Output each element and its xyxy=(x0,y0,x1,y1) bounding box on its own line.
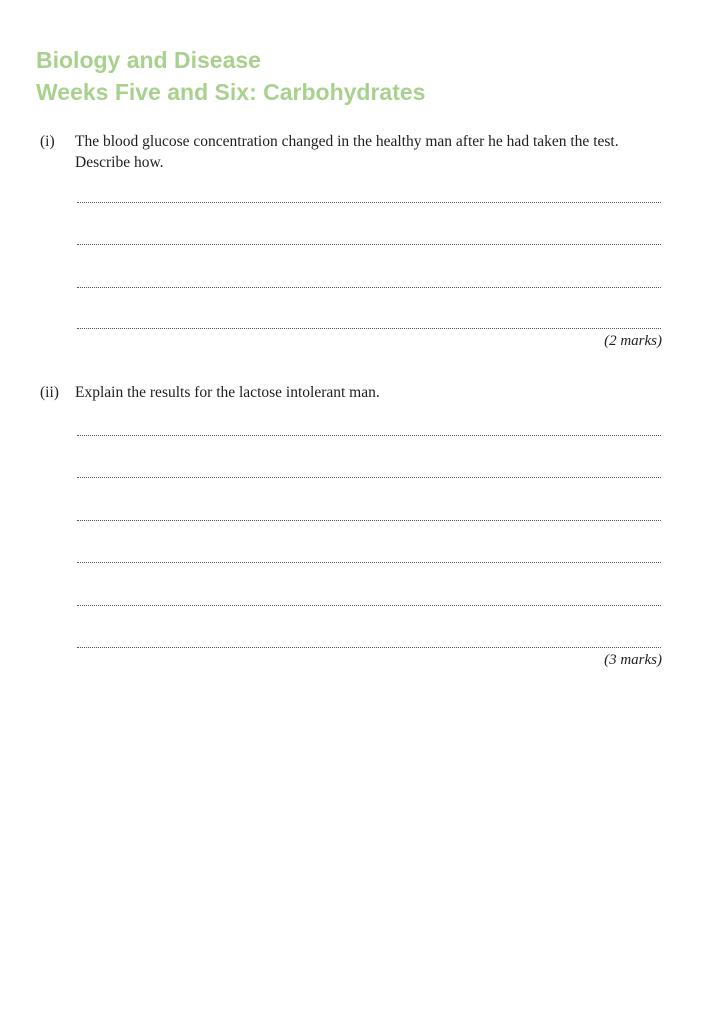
question-number: (ii) xyxy=(40,384,59,401)
question-header xyxy=(40,131,670,173)
answer-lines xyxy=(77,435,661,648)
marks-label: (3 marks) xyxy=(604,652,662,668)
answer-lines xyxy=(77,202,661,329)
answer-line[interactable] xyxy=(77,244,661,245)
answer-line[interactable] xyxy=(77,287,661,288)
answer-line[interactable] xyxy=(77,647,661,648)
question-i xyxy=(40,131,670,350)
answer-line[interactable] xyxy=(77,328,661,329)
header-title: Biology and Disease xyxy=(36,47,261,73)
answer-line[interactable] xyxy=(77,562,661,563)
question-number: (i) xyxy=(40,133,55,150)
question-text: Explain the results for the lactose intolerant man. xyxy=(75,384,380,401)
question-header xyxy=(40,382,670,403)
answer-line[interactable] xyxy=(77,520,661,521)
header-subtitle: Weeks Five and Six: Carbohydrates xyxy=(36,79,426,105)
answer-line[interactable] xyxy=(77,477,661,478)
answer-line[interactable] xyxy=(77,435,661,436)
question-text: The blood glucose concentration changed in the healthy man after he had taken the test. Describe how. xyxy=(75,133,619,171)
answer-line[interactable] xyxy=(77,605,661,606)
question-ii xyxy=(40,382,670,669)
answer-line[interactable] xyxy=(77,202,661,203)
marks-label: (2 marks) xyxy=(604,333,662,349)
page-header xyxy=(36,44,425,108)
